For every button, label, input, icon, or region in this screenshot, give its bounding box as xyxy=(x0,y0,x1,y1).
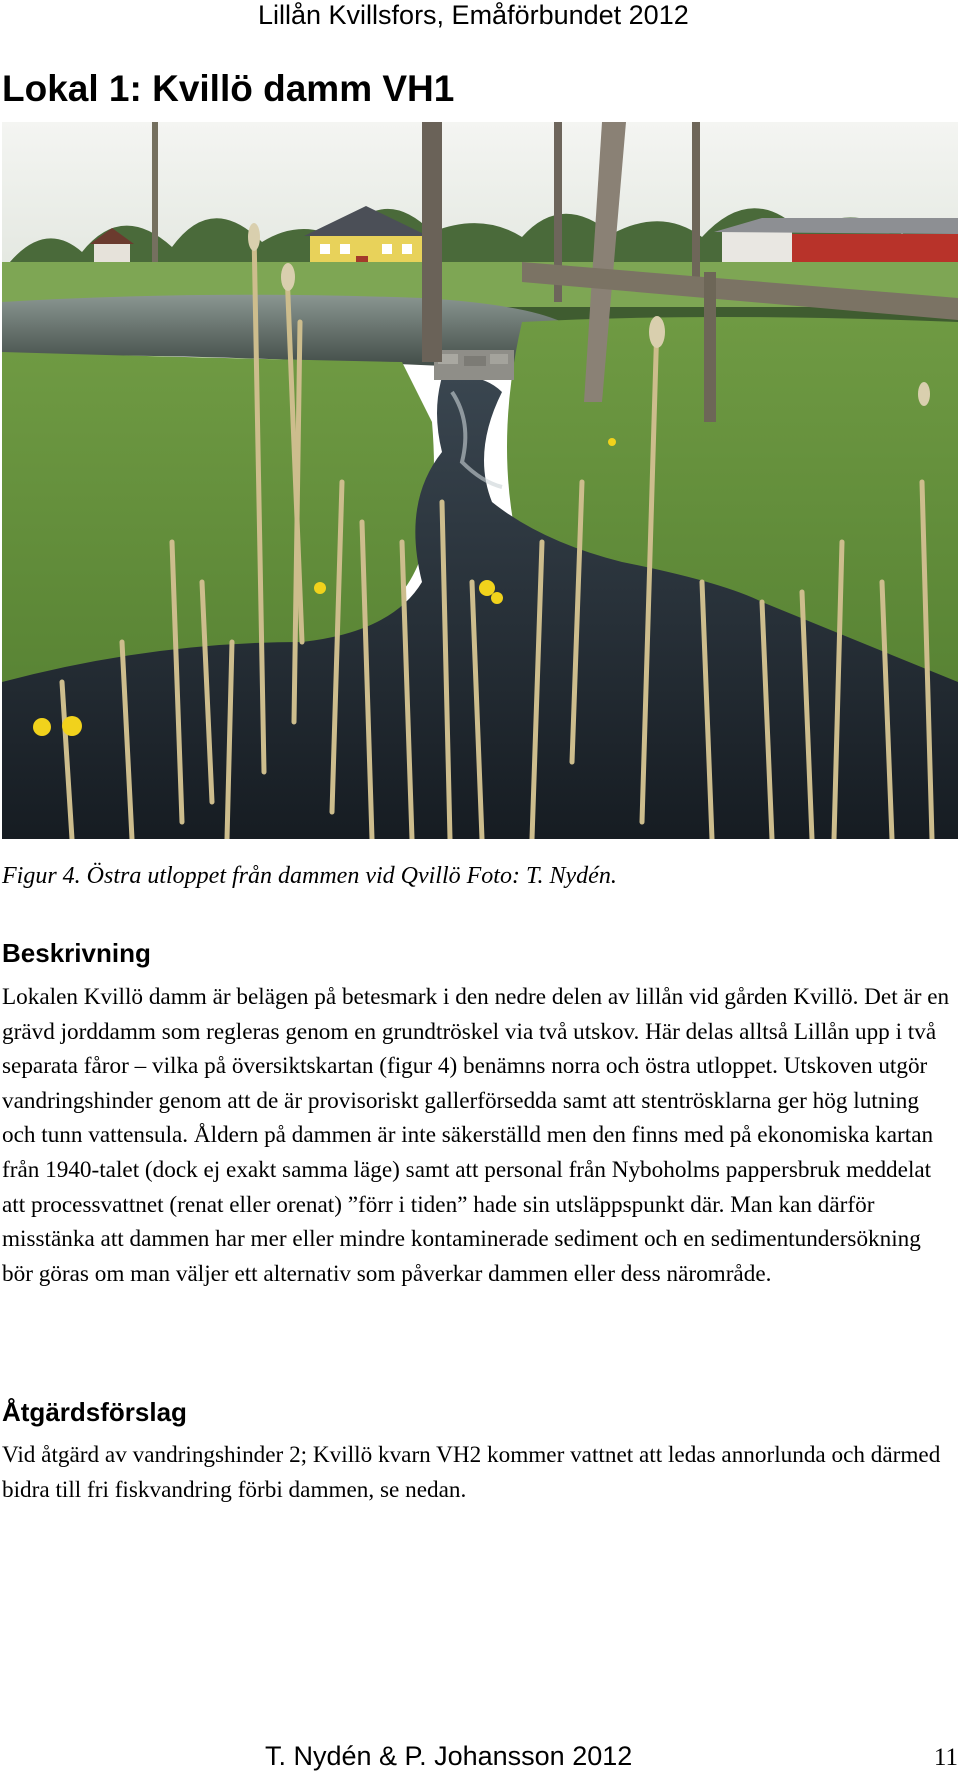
figure-caption: Figur 4. Östra utloppet från dammen vid Qvillö Foto: T. Nydén. xyxy=(2,863,617,889)
footer-authors: T. Nydén & P. Johansson 2012 xyxy=(265,1741,633,1771)
stream-photo-illustration xyxy=(2,122,958,839)
figure-photo xyxy=(2,122,958,839)
running-header: Lillån Kvillsfors, Emåförbundet 2012 xyxy=(258,0,689,30)
measures-heading: Åtgärdsförslag xyxy=(2,1397,187,1427)
measures-paragraph: Vid åtgärd av vandringshinder 2; Kvillö kvarn VH2 kommer vattnet att ledas annorlunda och därmed bidra till fri fiskvandring förbi dammen, se nedan. xyxy=(2,1442,941,1503)
page-number: 11 xyxy=(933,1744,958,1771)
page-title: Lokal 1: Kvillö damm VH1 xyxy=(2,68,455,109)
description-heading: Beskrivning xyxy=(2,938,151,968)
description-paragraph: Lokalen Kvillö damm är belägen på betesmark i den nedre delen av lillån vid gården Kvillö. Det är en grävd jorddamm som regleras genom en grundtröskel via två utskov. Här delas alltså Lillån upp i två separata fåror – vilka på översiktskartan (figur 4) benämns norra och östra utloppet. Utskoven utgör vandringshinder genom att de är provisoriskt gallerförsedda samt att stentrösklarna ger hög lutning och tunn vattensula. Åldern på dammen är inte säkerställd men den finns med på ekonomiska kartan från 1940-talet (dock ej exakt samma läge) samt att personal från Nyboholms pappersbruk meddelat att processvattnet (renat eller orenat) ”förr i tiden” hade sin utsläppspunkt där. Man kan därför misstänka att dammen har mer eller mindre kontaminerade sediment och en sedimentundersökning bör göras om man väljer ett alternativ som påverkar dammen eller dess närområde. xyxy=(2,984,950,1287)
